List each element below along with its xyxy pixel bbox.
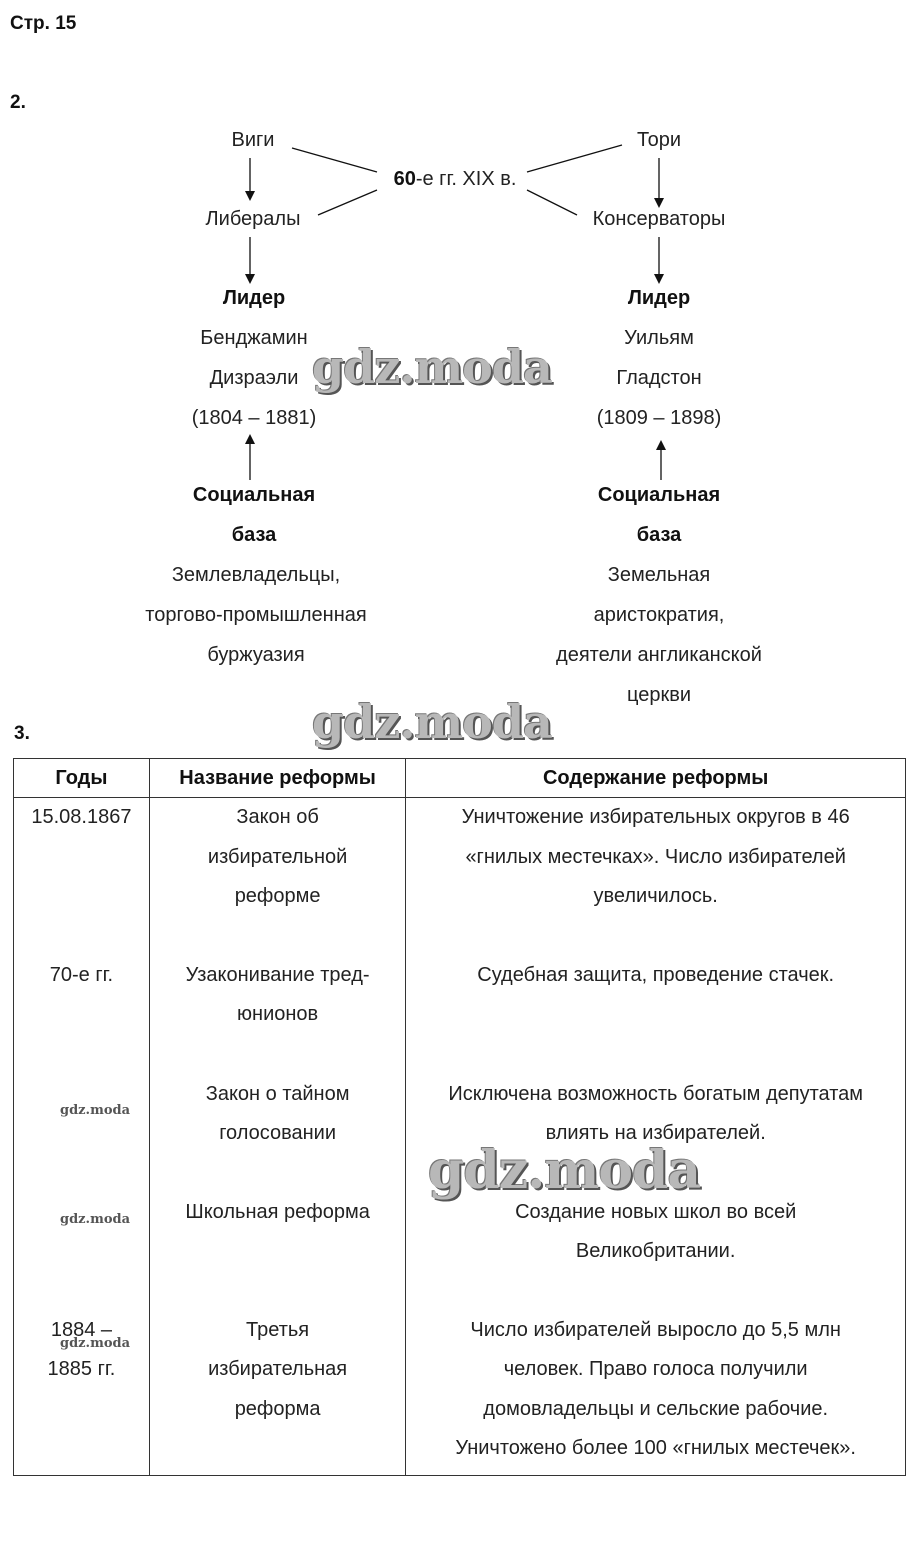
- cell-line: голосовании: [219, 1122, 337, 1144]
- table-header-row: [14, 759, 906, 798]
- base-text-line: торгово-промышленная: [145, 604, 367, 626]
- left-base-text: [106, 555, 406, 675]
- base-title-line: база: [636, 524, 682, 546]
- table-row: [14, 1193, 906, 1311]
- right-leader-name: [559, 318, 759, 438]
- watermark-logo: gdz.moda: [312, 695, 552, 749]
- center-period: [355, 159, 555, 199]
- watermark-logo: gdz.moda: [312, 340, 552, 394]
- page-label: Стр. 15: [10, 13, 77, 34]
- cell-line: реформа: [234, 1397, 321, 1420]
- cell-line: «гнилых местечках». Число избирателей: [465, 845, 846, 868]
- base-text-line: Земельная: [607, 564, 711, 586]
- liberals: Либералы: [205, 208, 301, 230]
- cell-line: Уничтожение избирательных округов в 46: [461, 806, 850, 828]
- cell-line: влиять на избирателей.: [545, 1122, 766, 1144]
- left-base-title: [154, 475, 354, 555]
- base-text-line: буржуазия: [207, 644, 305, 666]
- task-3-number: 3.: [14, 723, 30, 744]
- watermark-small: gdz.moda: [60, 1336, 131, 1351]
- cell-line: 1884 –: [50, 1318, 112, 1341]
- cell-line: человек. Право голоса получили: [503, 1358, 808, 1380]
- column-header: Годы: [14, 759, 150, 798]
- tories: Тори: [636, 129, 682, 151]
- leader-dates: (1804 – 1881): [191, 407, 317, 429]
- column-header: Название реформы: [149, 759, 406, 798]
- cell-line: увеличилось.: [593, 885, 718, 907]
- watermark-logo: gdz.moda: [428, 1140, 701, 1201]
- base-title-line: база: [231, 524, 277, 546]
- name-cell: [149, 798, 406, 956]
- task-2-number: 2.: [10, 92, 26, 113]
- leader-name-line: Дизраэли: [209, 367, 299, 389]
- base-title-line: Социальная: [192, 484, 316, 506]
- name-cell: [149, 1075, 406, 1193]
- reforms-table: [13, 758, 906, 1476]
- year-cell: [14, 798, 150, 956]
- cell-line: юнионов: [237, 1003, 319, 1025]
- cell-line: Великобритании.: [575, 1240, 736, 1262]
- cell-line: 1885 гг.: [47, 1358, 116, 1380]
- cell-line: домовладельцы и сельские рабочие.: [483, 1397, 829, 1420]
- name-cell: [149, 1311, 406, 1476]
- cell-line: избирательной: [207, 845, 348, 868]
- cell-line: Закон об: [236, 806, 319, 828]
- cell-line: Закон о тайном: [205, 1082, 350, 1105]
- cell-line: 70-е гг.: [49, 963, 114, 986]
- base-text-line: Землевладельцы,: [171, 564, 341, 586]
- cell-line: 15.08.1867: [31, 806, 132, 828]
- name-cell: [149, 1193, 406, 1311]
- table-row: [14, 798, 906, 956]
- cell-line: Судебная защита, проведение стачек.: [477, 963, 835, 986]
- cell-line: Создание новых школ во всей: [515, 1200, 797, 1223]
- base-title-line: Социальная: [597, 484, 721, 506]
- cell-line: Исключена возможность богатым депутатам: [448, 1082, 864, 1105]
- content-cell: [406, 1193, 906, 1311]
- cell-line: Узаконивание тред-: [185, 963, 370, 986]
- watermark-small: gdz.moda: [60, 1212, 131, 1227]
- cell-line: реформе: [234, 885, 321, 907]
- column-header: Содержание реформы: [406, 759, 906, 798]
- cell-line: Школьная реформа: [185, 1200, 370, 1223]
- year-cell: [14, 956, 150, 1075]
- conservatives: Консерваторы: [592, 208, 726, 230]
- right-base-title: [559, 475, 759, 555]
- name-cell: [149, 956, 406, 1075]
- whigs: Виги: [231, 129, 275, 151]
- year-cell: [14, 1075, 150, 1193]
- base-text-line: церкви: [626, 684, 692, 706]
- right-base-text: [519, 555, 799, 715]
- cell-line: Число избирателей выросло до 5,5 млн: [470, 1318, 841, 1341]
- cell-line: избирательная: [208, 1358, 348, 1380]
- center-period-rest: -е гг. XIX в.: [415, 168, 517, 190]
- table-row: [14, 956, 906, 1075]
- cell-line: Третья: [246, 1318, 310, 1341]
- cell-line: Уничтожено более 100 «гнилых местечек».: [455, 1437, 856, 1459]
- right-leader-title: Лидер: [627, 287, 691, 309]
- content-cell: [406, 1311, 906, 1476]
- left-leader-title: Лидер: [222, 287, 286, 309]
- center-period-bold: 60: [393, 168, 416, 190]
- leader-name-line: Уильям: [624, 327, 694, 349]
- leader-name-line: Бенджамин: [200, 327, 308, 349]
- base-text-line: деятели англиканской: [556, 644, 762, 666]
- content-cell: [406, 956, 906, 1075]
- table-row: [14, 1311, 906, 1476]
- leader-name-line: Гладстон: [616, 367, 702, 389]
- leader-dates: (1809 – 1898): [596, 407, 722, 429]
- base-text-line: аристократия,: [593, 604, 725, 626]
- watermark-small: gdz.moda: [60, 1103, 131, 1118]
- content-cell: [406, 798, 906, 956]
- year-cell: [14, 1193, 150, 1311]
